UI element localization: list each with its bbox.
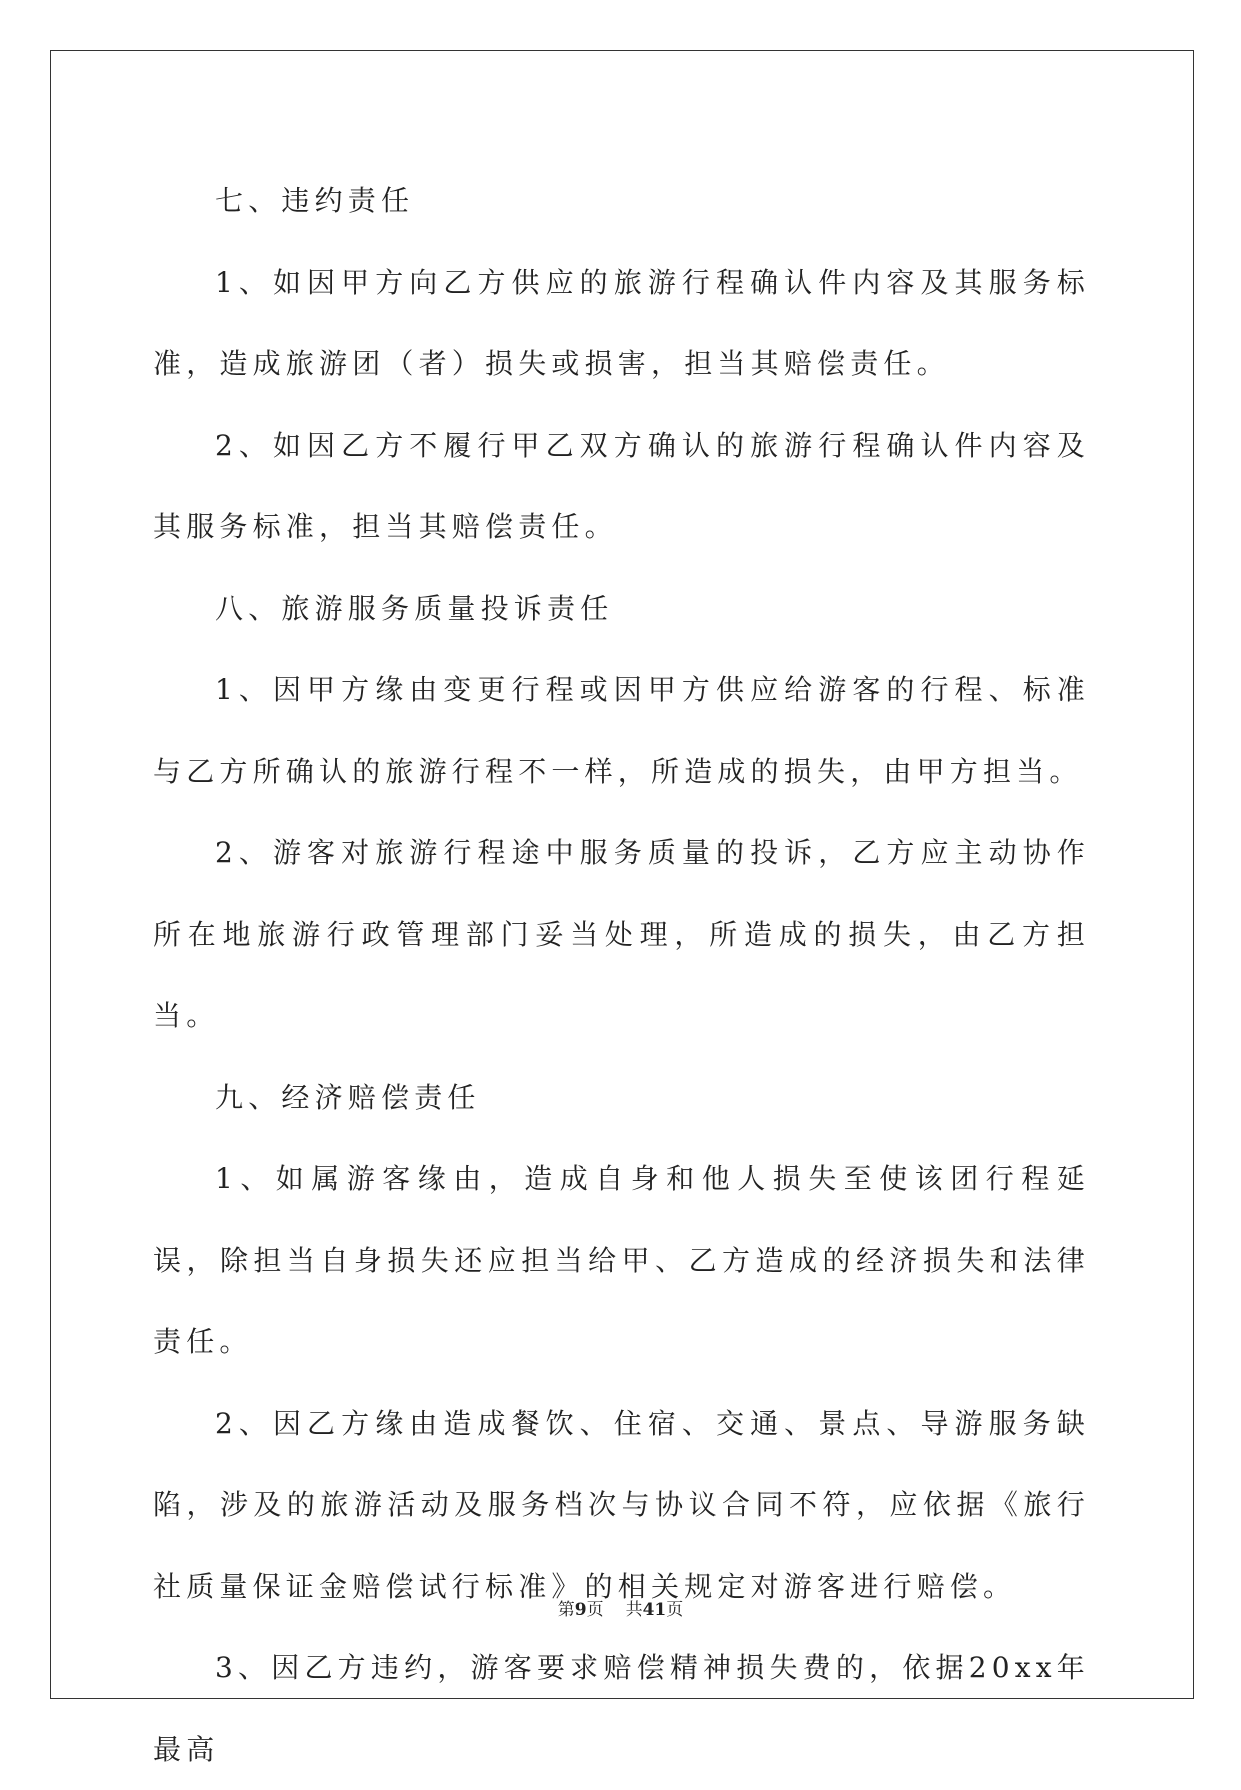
total-pages: 41 [642,1600,667,1620]
page-number: 9 [574,1600,587,1620]
clause-paragraph: 2、因乙方缘由造成餐饮、住宿、交通、景点、导游服务缺陷，涉及的旅游活动及服务档次与协议合同不符，应依据《旅行社质量保证金赔偿试行标准》的相关规定对游客进行赔偿。 [153,1406,1090,1603]
clause-paragraph: 1、如属游客缘由，造成自身和他人损失至使该团行程延误，除担当自身损失还应担当给甲、乙方造成的经济损失和法律责任。 [153,1162,1090,1358]
total-suffix: 页 [666,1600,684,1620]
clause-paragraph: 1、因甲方缘由变更行程或因甲方供应给游客的行程、标准与乙方所确认的旅游行程不一样，所造成的损失，由甲方担当。 [153,673,1090,788]
clause-paragraph: 2、游客对旅游行程途中服务质量的投诉，乙方应主动协作所在地旅游行政管理部门妥当处理，所造成的损失，由乙方担当。 [153,836,1090,1032]
page-footer [0,1595,1241,1620]
document-body [153,160,1090,1790]
page-prefix: 第 [557,1600,575,1620]
section-heading-compensation-liability: 九、经济赔偿责任 [215,1080,481,1114]
total-prefix: 共 [625,1600,643,1620]
section-heading-breach-liability: 七、违约责任 [215,184,415,217]
page-suffix: 页 [586,1600,604,1620]
clause-paragraph: 3、因乙方违约，游客要求赔偿精神损失费的，依据20xx年最高 [153,1651,1090,1766]
clause-paragraph: 1、如因甲方向乙方供应的旅游行程确认件内容及其服务标准，造成旅游团（者）损失或损害，担当其赔偿责任。 [153,265,1090,380]
clause-paragraph: 2、如因乙方不履行甲乙双方确认的旅游行程确认件内容及其服务标准，担当其赔偿责任。 [153,428,1090,543]
section-heading-complaint-liability: 八、旅游服务质量投诉责任 [215,591,614,625]
